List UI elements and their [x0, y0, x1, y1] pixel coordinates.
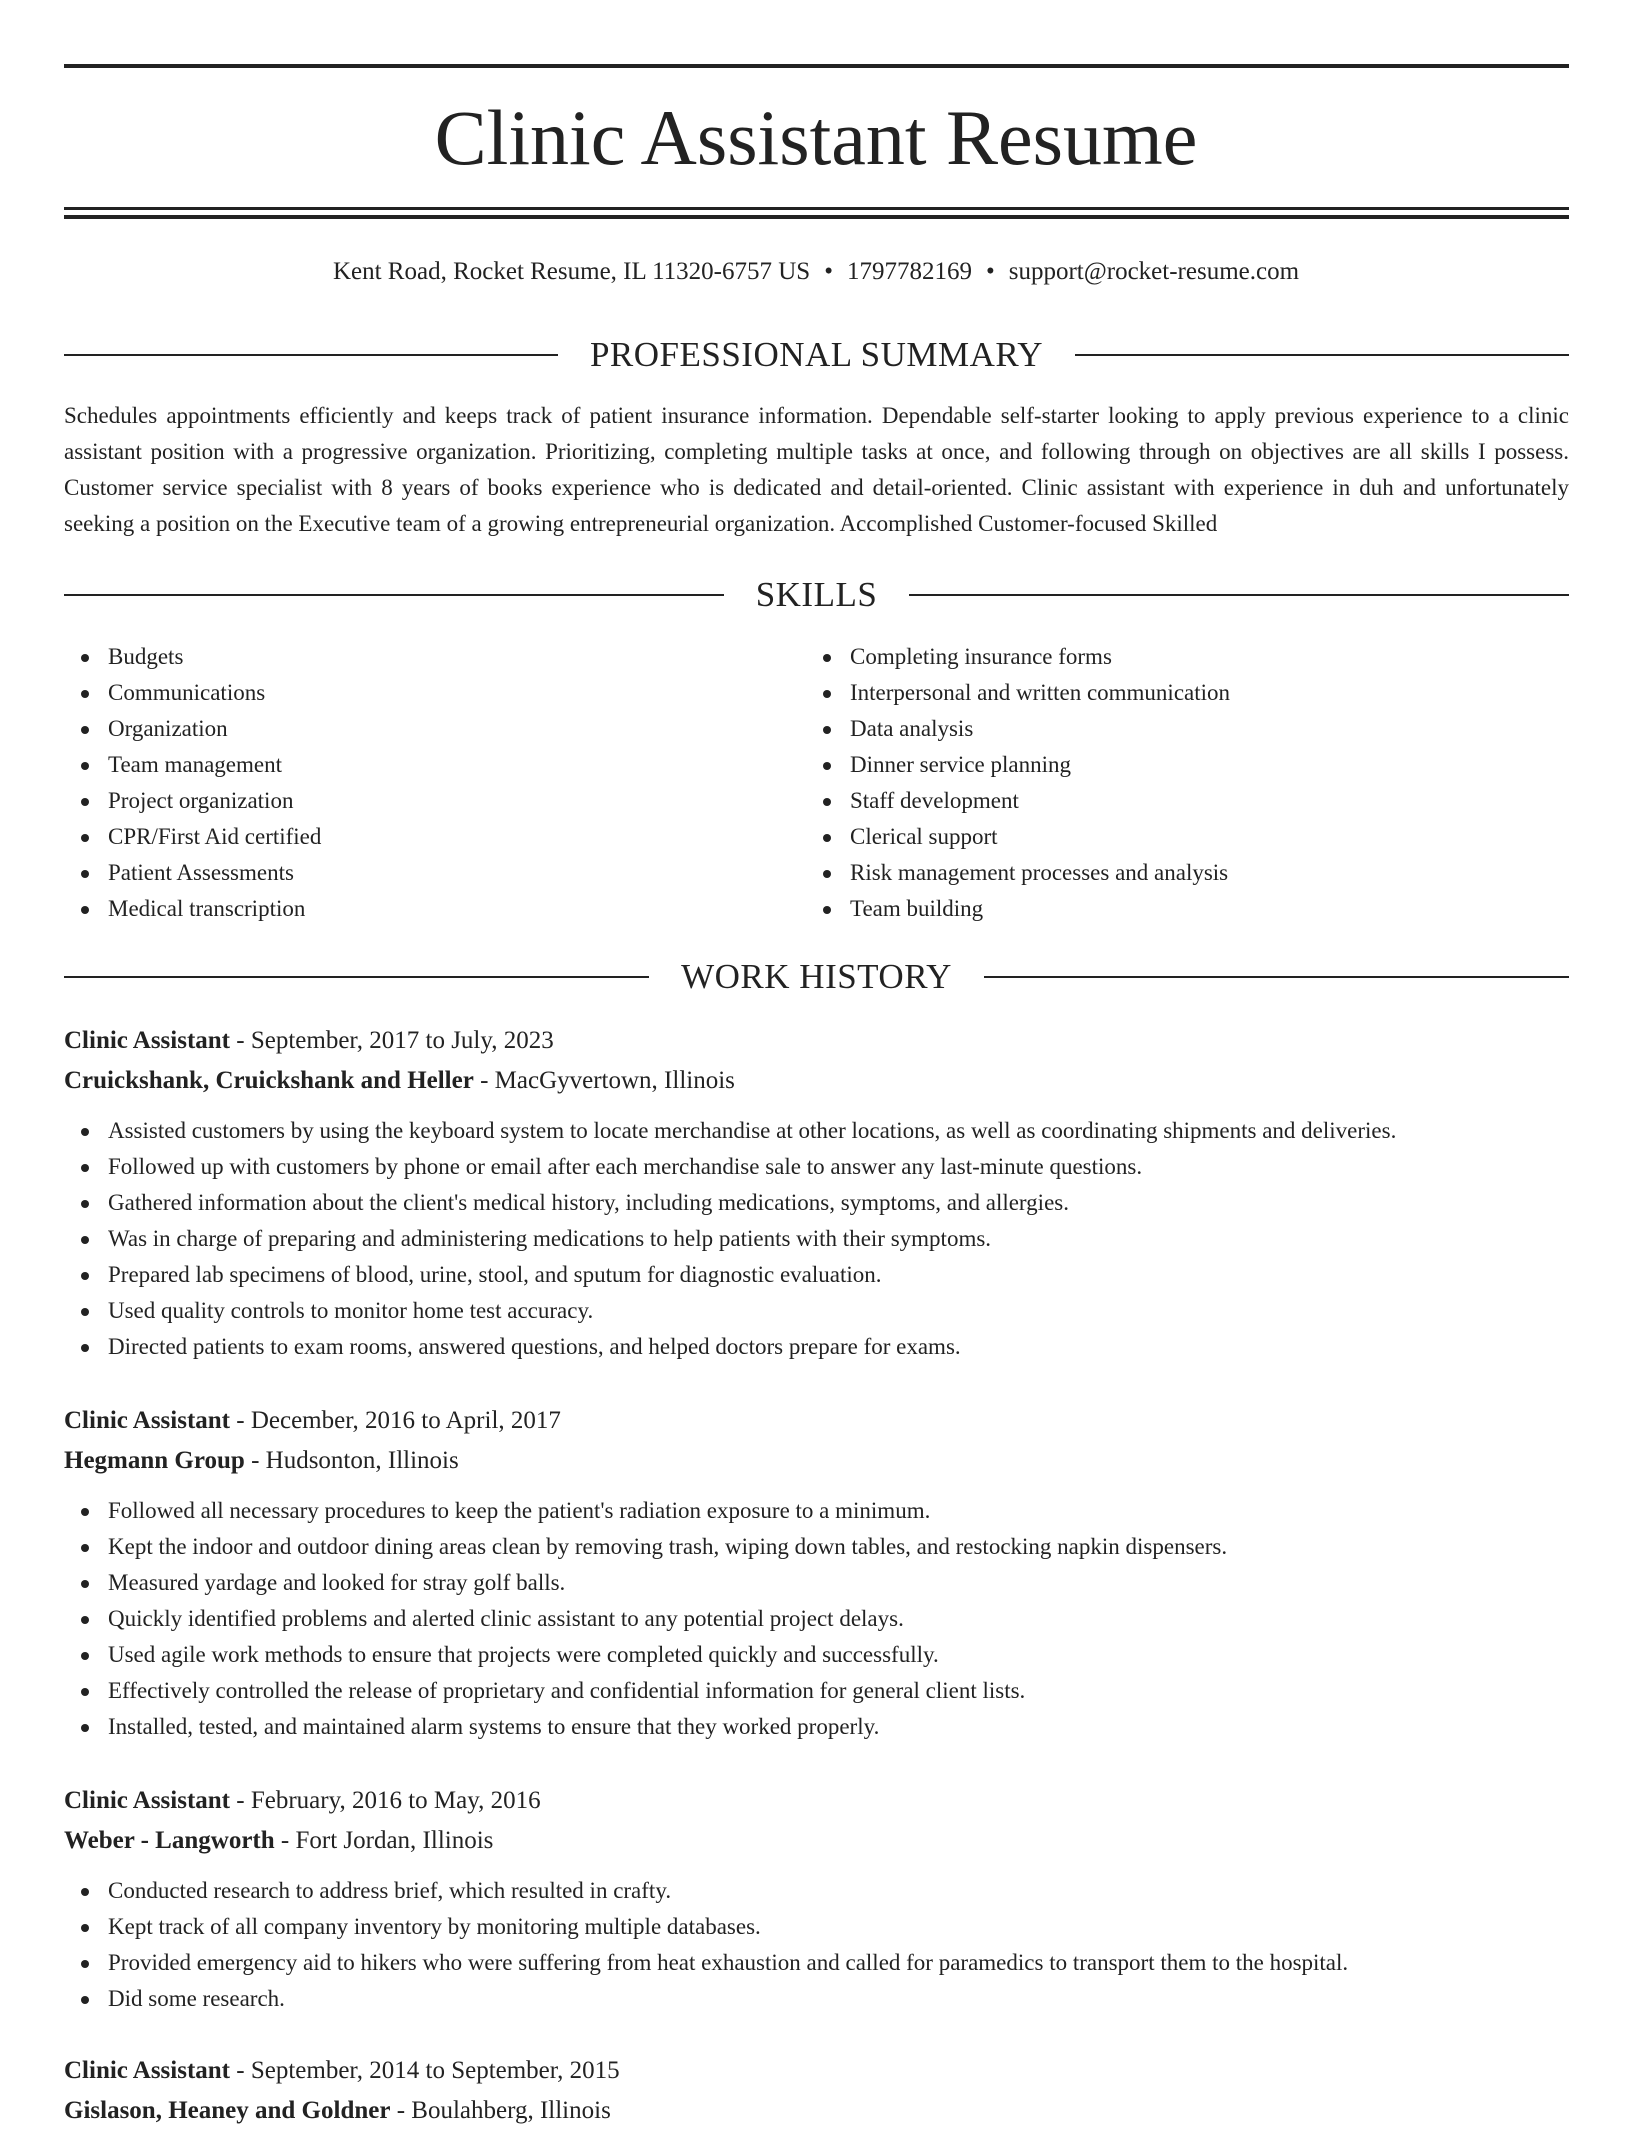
section-divider [984, 976, 1569, 978]
duty-item: Installed, tested, and maintained alarm systems to ensure that they worked properly. [64, 1709, 1569, 1745]
duty-item: Quickly identified problems and alerted clinic assistant to any potential project delays. [64, 1601, 1569, 1637]
duty-item: Was in charge of preparing and administering medications to help patients with their symptoms. [64, 1221, 1569, 1257]
section-divider [64, 976, 649, 978]
duty-item: Gathered information about the client's medical history, including medications, symptoms, and allergies. [64, 1185, 1569, 1221]
contact-separator: • [824, 258, 833, 285]
duty-item: Followed all necessary procedures to keep the patient's radiation exposure to a minimum. [64, 1493, 1569, 1529]
duty-item: Measured yardage and looked for stray golf balls. [64, 1565, 1569, 1601]
job-entry [64, 1021, 1569, 1365]
duty-item: Prepared lab specimens of blood, urine, stool, and sputum for diagnostic evaluation. [64, 1257, 1569, 1293]
job-entry [64, 1401, 1569, 1745]
skills-column-right [806, 639, 1548, 927]
skill-item: Dinner service planning [806, 747, 1548, 783]
skill-item: Data analysis [806, 711, 1548, 747]
skill-item: Interpersonal and written communication [806, 675, 1548, 711]
job-entry [64, 1781, 1569, 2017]
job-title-line [64, 2051, 1569, 2091]
job-title: Clinic Assistant [64, 1787, 231, 1814]
job-company-line [64, 1061, 1569, 1101]
skill-item: Staff development [806, 783, 1548, 819]
job-company: Hegmann Group [64, 1447, 245, 1474]
job-location: - Fort Jordan, Illinois [274, 1827, 494, 1854]
job-title-line [64, 1781, 1569, 1821]
resume-title: Clinic Assistant Resume [434, 94, 1198, 181]
job-title: Clinic Assistant [64, 1027, 231, 1054]
job-location: - Boulahberg, Illinois [390, 2097, 611, 2124]
duty-item: Used agile work methods to ensure that projects were completed quickly and successfully. [64, 1637, 1569, 1673]
skill-item: Completing insurance forms [806, 639, 1548, 675]
skill-item: Patient Assessments [64, 855, 806, 891]
duty-item: Assisted customers by using the keyboard system to locate merchandise at other locations, as well as coordinating shipments and deliveries. [64, 1113, 1569, 1149]
job-company: Gislason, Heaney and Goldner [64, 2097, 391, 2124]
duty-item: Kept the indoor and outdoor dining areas clean by removing trash, wiping down tables, and restocking napkin dispensers. [64, 1529, 1569, 1565]
skill-item: Project organization [64, 783, 806, 819]
skill-item: Budgets [64, 639, 806, 675]
skill-item: Team management [64, 747, 806, 783]
skill-item: Communications [64, 675, 806, 711]
work-heading: WORK HISTORY [681, 957, 952, 996]
skills-column-left [64, 639, 806, 927]
job-title-line [64, 1401, 1569, 1441]
duty-item: Effectively controlled the release of proprietary and confidential information for general client lists. [64, 1673, 1569, 1709]
section-divider [64, 594, 724, 596]
title-rule-upper [64, 207, 1569, 210]
contact-email: support@rocket-resume.com [1008, 258, 1300, 285]
job-location: - MacGyvertown, Illinois [473, 1067, 735, 1094]
contact-line [0, 252, 1632, 292]
job-dates: - December, 2016 to April, 2017 [230, 1407, 561, 1434]
duty-item: Conducted research to address brief, which resulted in crafty. [64, 1873, 1569, 1909]
duty-item: Followed up with customers by phone or email after each merchandise sale to answer any last-minute questions. [64, 1149, 1569, 1185]
duty-item: Directed patients to exam rooms, answered questions, and helped doctors prepare for exams. [64, 1329, 1569, 1365]
skill-item: Medical transcription [64, 891, 806, 927]
job-entry [64, 2051, 1569, 2131]
summary-heading: PROFESSIONAL SUMMARY [589, 335, 1044, 374]
work-section-header [64, 955, 1569, 999]
job-title: Clinic Assistant [64, 2057, 231, 2084]
duty-item: Did some research. [64, 1981, 1569, 2017]
contact-address: Kent Road, Rocket Resume, IL 11320-6757 US [332, 258, 811, 285]
summary-section-header [64, 333, 1569, 377]
job-duties [64, 1493, 1569, 1745]
summary-text: Schedules appointments efficiently and keeps track of patient insurance information. Dependable self-starter looking to apply previous experience to a clinic assistant position with a progressive organization. Prioritizing, completing multiple tasks at once, and following through on objectives are all skills I possess. Customer service specialist with 8 years of books experience who is dedicated and detail-oriented. Clinic assistant with experience in duh and unfortunately seeking a position on the Executive team of a growing entrepreneurial organization. Accomplished Customer-focused Skilled [64, 403, 1569, 536]
title-rule-lower [64, 215, 1569, 219]
duty-item: Provided emergency aid to hikers who were suffering from heat exhaustion and called for paramedics to transport them to the hospital. [64, 1945, 1569, 1981]
duty-item: Used quality controls to monitor home test accuracy. [64, 1293, 1569, 1329]
section-divider [909, 594, 1569, 596]
top-rule [64, 64, 1569, 68]
skill-item: Clerical support [806, 819, 1548, 855]
job-company: Weber - Langworth [64, 1827, 275, 1854]
section-divider [64, 354, 558, 356]
job-company: Cruickshank, Cruickshank and Heller [64, 1067, 474, 1094]
job-dates: - September, 2014 to September, 2015 [230, 2057, 620, 2084]
contact-phone: 1797782169 [846, 258, 972, 285]
job-company-line [64, 1441, 1569, 1481]
skill-item: Organization [64, 711, 806, 747]
job-location: - Hudsonton, Illinois [244, 1447, 459, 1474]
skill-item: Risk management processes and analysis [806, 855, 1548, 891]
job-title: Clinic Assistant [64, 1407, 231, 1434]
skills-section-header [64, 573, 1569, 617]
job-duties [64, 1873, 1569, 2017]
skill-item: Team building [806, 891, 1548, 927]
duty-item: Kept track of all company inventory by monitoring multiple databases. [64, 1909, 1569, 1945]
skills-heading: SKILLS [755, 575, 878, 614]
job-company-line [64, 1821, 1569, 1861]
job-company-line [64, 2091, 1569, 2131]
skill-item: CPR/First Aid certified [64, 819, 806, 855]
skills-list [64, 639, 1569, 927]
job-duties [64, 1113, 1569, 1365]
job-title-line [64, 1021, 1569, 1061]
job-dates: - September, 2017 to July, 2023 [230, 1027, 554, 1054]
job-dates: - February, 2016 to May, 2016 [230, 1787, 541, 1814]
section-divider [1075, 354, 1569, 356]
contact-separator: • [985, 258, 995, 285]
